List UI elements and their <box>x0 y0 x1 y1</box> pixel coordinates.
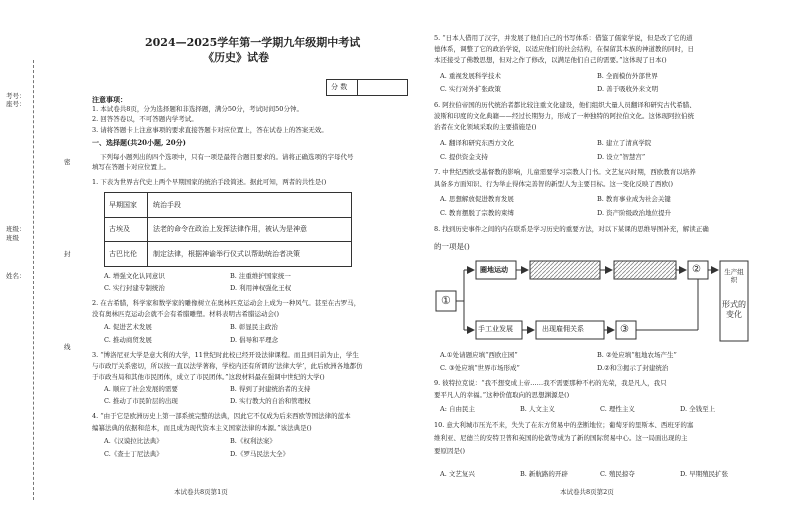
question-stem: 编纂法典的依据和范本，而且成为现代资本主义国家法律的本源。”该法典是() <box>92 424 312 432</box>
table-cell: 古埃及 <box>109 225 130 233</box>
option: B. 彰显民主政治 <box>230 323 278 331</box>
banji-text: 班级 <box>6 234 19 242</box>
option: C.《查士丁尼法典》 <box>104 450 163 458</box>
notice-item: 3. 请将答题卡上注意事项的要求直接答题卡对应位置上，答在试卷上的答案无效。 <box>92 126 328 134</box>
option: D. 倡导和平理念 <box>230 336 279 344</box>
option: A: 自由民主 <box>440 405 475 413</box>
page-footer-right: 本试卷共8页第2页 <box>560 488 614 496</box>
flow-node-right-2: 形式的变化 <box>722 300 746 319</box>
page-footer-left: 本试卷共8页第1页 <box>174 488 228 496</box>
option: A. 文艺复兴 <box>440 470 475 478</box>
question-stem: 具备多方面知识、行为举止得体完善智的新型人为主要目标。这一变化反映了西欧() <box>434 180 674 188</box>
mi-label: 密 <box>64 158 71 166</box>
option: B. ②处应填“租地农场产生” <box>597 351 677 359</box>
table-cell: 制定法律，根据神谕举行仪式以帮助统治者决策 <box>153 250 300 258</box>
option: B. 建立了清真学院 <box>597 139 652 147</box>
option: A.①处请题应填“西欧庄园” <box>440 351 518 359</box>
option: C. 实行封建专制统治 <box>104 284 165 292</box>
option: A.《汉谟拉比法典》 <box>104 437 163 445</box>
question-stem: 9. 彼特拉克说：“我不想变成上帝……我不需要那种不朽的光荣，我是凡人，我只 <box>434 379 667 387</box>
q8-mindmap <box>430 258 750 346</box>
table-cell: 法老的命令在政治上发挥法律作用，被认为是神意 <box>153 225 307 233</box>
question-stem: 要平凡人的幸福。”这种价值取向的思想渊源是() <box>434 391 570 399</box>
option: C. 理性主义 <box>600 405 635 413</box>
question-stem: 的一项是() <box>434 242 470 251</box>
option: C. 提供资金支持 <box>440 153 488 161</box>
option: C. 实行对外扩张政策 <box>440 85 501 93</box>
q1-table <box>104 192 352 267</box>
binding-line <box>33 60 34 500</box>
question-stem: 1. 下表为世界古代史上两个早期国家的统治手段简述。据此可知，两者的共性是() <box>92 178 327 186</box>
option: C. 推动了市民阶层的出现 <box>104 397 178 405</box>
option: C. 殖民掠夺 <box>600 470 635 478</box>
flow-node-right-1: 生产组织 <box>724 268 744 284</box>
question-stem: 德体系，调整了它的政治学说，以适应他们的社会结构，在保留其本族的神道教的同时，日 <box>434 45 694 53</box>
option: B. 人文主义 <box>520 405 555 413</box>
score-label: 分 数 <box>331 83 348 91</box>
option: C. 推动商贸发展 <box>104 336 152 344</box>
question-stem: 2. 在古希腊，科学家和数学家的雕像树立在奥林匹克运动会上成为一种风气。甚至在古罗马， <box>92 299 361 307</box>
flow-node-3: ③ <box>620 324 629 335</box>
notice-item: 1. 本试卷共8页，分为选择题和非选择题，满分50分，考试时间50分钟。 <box>92 105 303 113</box>
feng-label: 封 <box>64 250 71 258</box>
flow-node-mid: 出现雇佣关系 <box>542 325 584 333</box>
table-header: 统治手段 <box>153 201 181 209</box>
question-stem: 5. “日本人借用了汉字，并发展了他们自己的书写体系：借鉴了儒家学说，但是改了它的道 <box>434 34 693 42</box>
option: A. 翻译和研究东西方文化 <box>440 139 514 147</box>
option: D.②和③揭示了封建统治 <box>597 364 669 372</box>
question-stem: 4. “由于它是欧洲历史上第一部系统完整的法典，因此它不仅成为后来西欧等国法律的蓝本 <box>92 412 351 420</box>
option: B. 注重维护国家统一 <box>230 272 291 280</box>
question-stem: 治者在文化领域采取的主要措施是() <box>434 123 537 131</box>
question-stem: 没有奥林匹克运动会就不会有希腊雕塑。材料表明古希腊运动会() <box>92 310 280 318</box>
kaohao-label: 考号： <box>6 92 26 100</box>
xingming-label: 姓名： <box>6 272 26 280</box>
option: A. 重视发展科学技术 <box>440 72 501 80</box>
table-cell: 古巴比伦 <box>109 250 137 258</box>
option: D.《罗马民法大全》 <box>230 450 290 458</box>
section-desc: 填写在答题卡对应位置上。 <box>92 163 170 171</box>
section-desc: 下列每小题列出的四个选项中，只有一项是最符合题目要求的。请将正确选项的字母代号 <box>100 153 354 161</box>
option: B.《权利法案》 <box>230 437 276 445</box>
question-stem: 要原因是() <box>434 447 466 455</box>
option: D. 全钱至上 <box>680 405 716 413</box>
xian-label: 线 <box>64 343 71 351</box>
option: D. 善于吸收外来文明 <box>597 85 659 93</box>
question-stem: 8. 找到历史事件之间的内在联系是学习历史的重要方法，对以下某课的思维导图补充，解读正确 <box>434 225 709 233</box>
zuowei-label: 座号： <box>6 100 26 108</box>
question-stem: 与市政厅关系密切，所以按一直以法学著称，学校内还有所谓的‘法律大学’，此后欧洲各地都仿 <box>92 362 363 370</box>
score-box <box>326 79 408 96</box>
banji-label: 班级： <box>6 225 26 233</box>
option: A. 顺应了社会发展的需要 <box>104 385 178 393</box>
option: D. 利用神权强化王权 <box>230 284 292 292</box>
question-stem: 3. “博洛尼亚大学是意大利的大学，11世纪时此校已经开设法律课程。而且到目前为止，学生 <box>92 351 359 359</box>
question-stem: 维利亚、尼德兰的安特卫普和英国的伦敦等成为了新的国际贸易中心。这一局面出现的主 <box>434 434 688 442</box>
option: B. 新航路的开辟 <box>520 470 568 478</box>
option: A. 思想解放促进教育发展 <box>440 195 514 203</box>
exam-title: 2024—2025学年第一学期九年级期中考试 <box>145 36 361 49</box>
question-stem: 7. 中世纪西欧受基督教的影响，儿童需要学习宗教人门书。文艺复兴时期，西欧教育以培养 <box>434 168 696 176</box>
option: C. 教育摆脱了宗教的束缚 <box>440 209 514 217</box>
option: B. 全面模仿外部世界 <box>597 72 658 80</box>
option: D. 早期殖民扩张 <box>680 470 729 478</box>
flow-node-bottom: 手工业发展 <box>478 325 513 333</box>
flow-node-2: ② <box>692 264 701 275</box>
table-header: 早期国家 <box>109 201 137 209</box>
option: C. ③处应填“世界市场形成” <box>440 364 520 372</box>
question-stem: 于市政当局和其他市民团体，成立了市民团体。”这段材料最在强调中世纪的大学() <box>92 373 325 381</box>
option: D. 资产阶级政治地位提升 <box>597 209 672 217</box>
section-title: 一、选择题(共20小题, 20分) <box>92 138 186 147</box>
notice-item: 2. 回答答卷以，不可答题内学考试。 <box>92 115 198 123</box>
option: A. 促进艺术发展 <box>104 323 152 331</box>
notice-title: 注意事项： <box>92 95 127 104</box>
option: B. 教育事业成为社会关键 <box>597 195 671 203</box>
flow-node-1: ① <box>441 294 451 307</box>
option: B. 得到了封建统治者的支持 <box>230 385 311 393</box>
question-stem: 10. 意大利城市压光不来，失失了在东方贸易中的垄断地位；葡萄牙的里斯本、西班牙的塞 <box>434 421 694 429</box>
option: D. 设立“智慧宫” <box>597 153 646 161</box>
flow-node-top: 圈地运动 <box>480 265 508 274</box>
exam-subtitle: 《历史》试卷 <box>203 51 269 64</box>
question-stem: 波斯和印度的文化典籍——经过长期努力，形成了一种独特的阿拉伯文化。这体现阿拉伯统 <box>434 112 694 120</box>
question-stem: 6. 阿拉伯帝国的历代统治者都比较注重文化建设，他们组织大量人员翻译和研究古代希腊、 <box>434 101 696 109</box>
option: D. 实行教大的自治和管理权 <box>230 397 311 405</box>
option: A. 增强文化认同意识 <box>104 272 165 280</box>
question-stem: 本还接受了佛教思想，但对之作了修改，以满足他们自己的需要。”这体现了日本() <box>434 56 667 64</box>
